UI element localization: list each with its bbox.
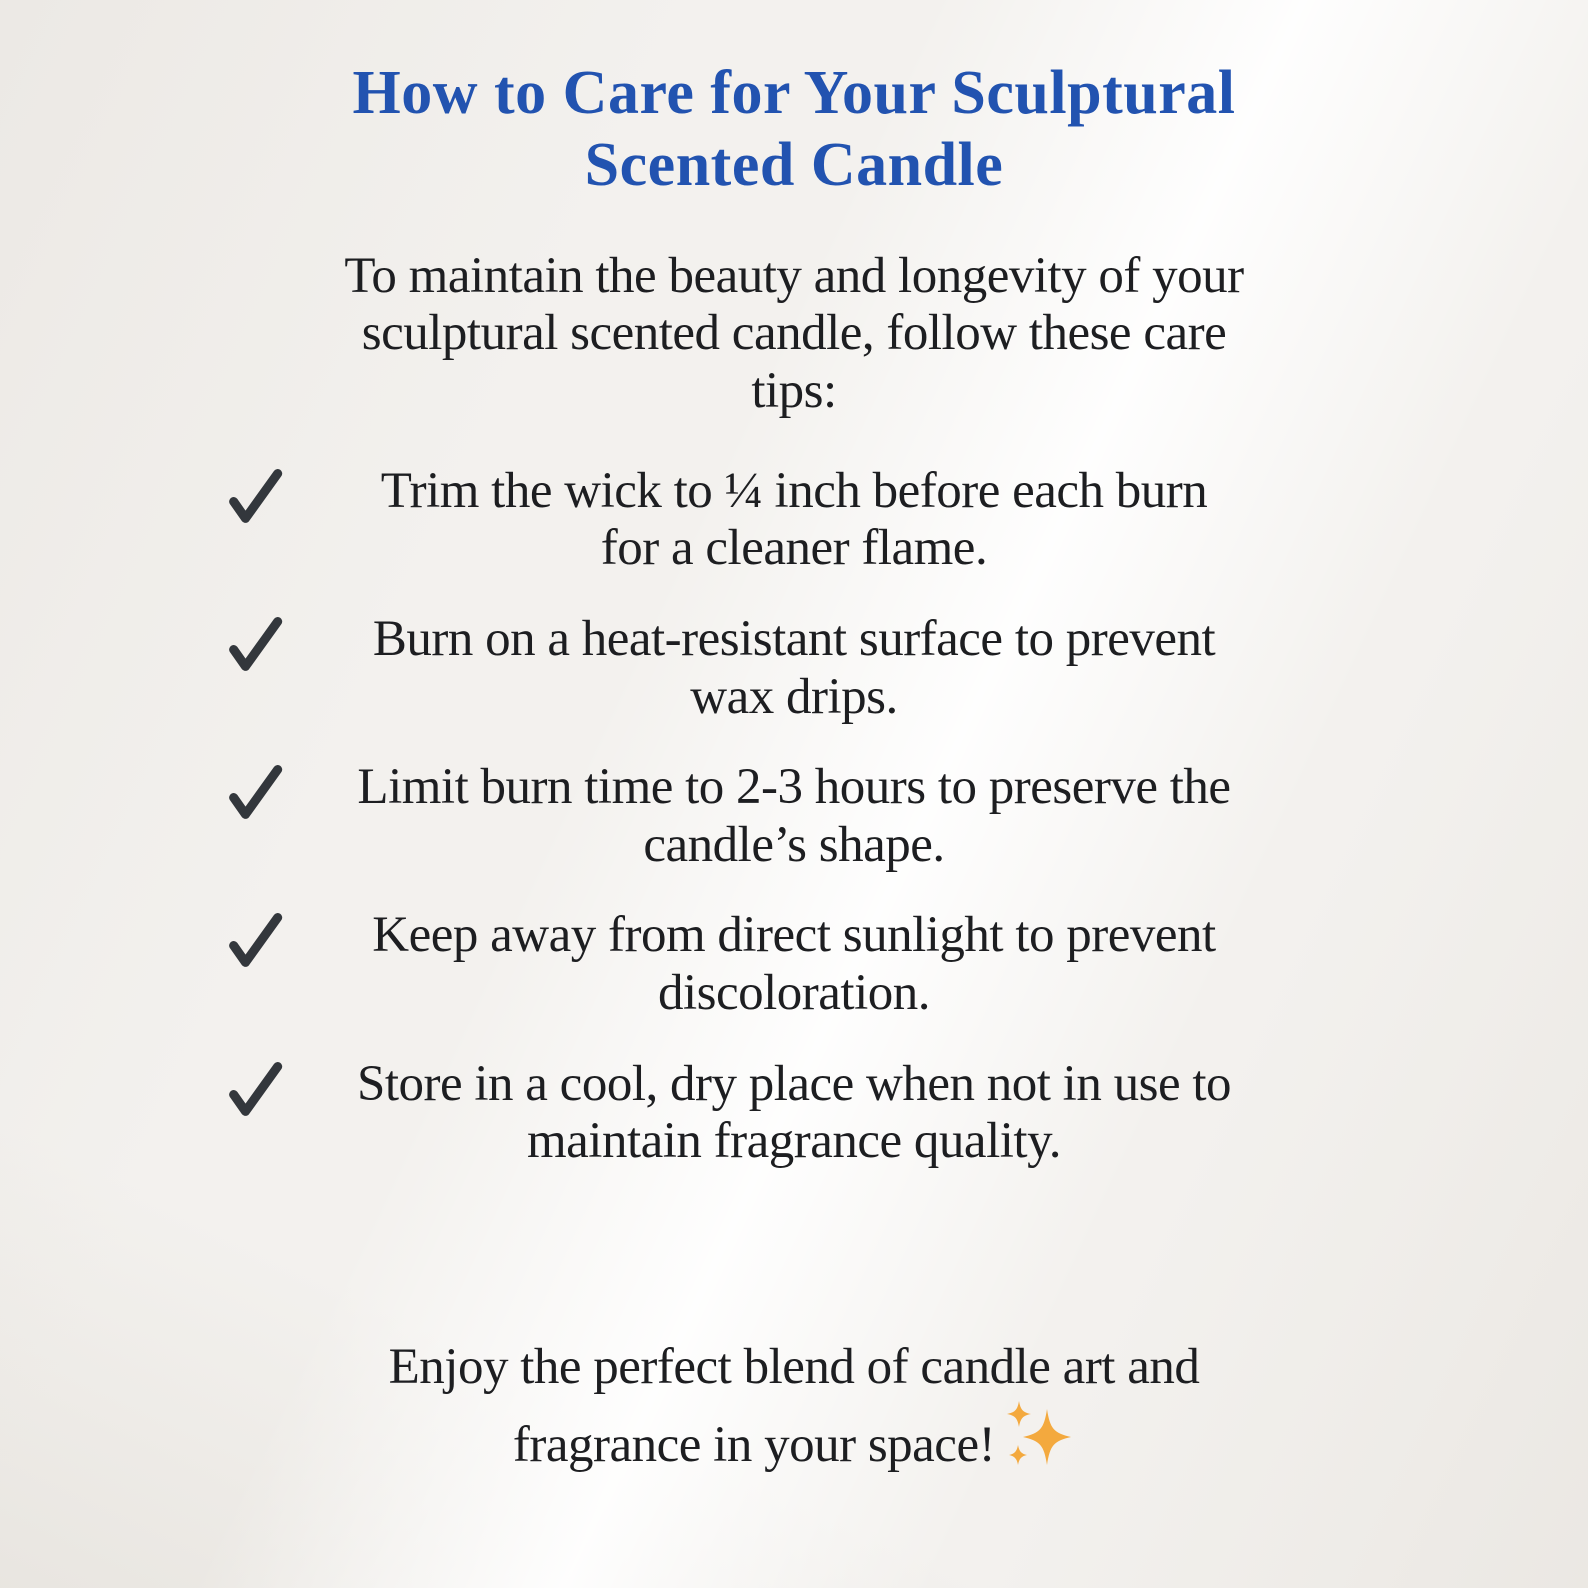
checkmark-icon	[226, 613, 284, 677]
tip-text-line: for a cleaner flame.	[600, 520, 988, 577]
tip-text	[120, 1056, 1468, 1171]
care-tip-burn-time	[120, 759, 1468, 874]
tip-text-line: Store in a cool, dry place when not in use to	[356, 1055, 1232, 1112]
checkmark-icon	[226, 465, 284, 529]
title-line: Scented Candle	[584, 130, 1004, 199]
care-tip-storage	[120, 1056, 1468, 1171]
outro-text	[120, 1339, 1468, 1490]
care-tip-trim-wick	[120, 463, 1468, 578]
outro-line	[120, 1397, 1468, 1491]
tip-text-line: Limit burn time to 2-3 hours to preserve the	[357, 759, 1231, 816]
title-line: How to Care for Your Sculptural	[352, 59, 1236, 127]
tip-text	[120, 907, 1468, 1022]
checkmark-icon	[226, 761, 284, 825]
care-tip-sunlight	[120, 907, 1468, 1022]
intro-line: sculptural scented candle, follow these care	[361, 305, 1227, 362]
care-tip-heat-surface	[120, 611, 1468, 726]
tips-list	[120, 463, 1468, 1171]
page-title	[120, 58, 1468, 202]
tip-text	[120, 611, 1468, 726]
checkmark-icon	[226, 1058, 284, 1122]
tip-text-line: Keep away from direct sunlight to prevent	[372, 907, 1216, 964]
outro-line: Enjoy the perfect blend of candle art and	[388, 1338, 1200, 1395]
tip-text-line: candle’s shape.	[643, 816, 945, 873]
outro-line-text: fragrance in your space!	[512, 1416, 996, 1473]
intro-text	[120, 248, 1468, 421]
tip-text-line: maintain fragrance quality.	[526, 1113, 1062, 1170]
tip-text	[120, 759, 1468, 874]
tip-text-line: wax drips.	[690, 668, 898, 725]
intro-line: To maintain the beauty and longevity of your	[344, 247, 1244, 304]
tip-text-line: discoloration.	[657, 965, 931, 1022]
sparkles-icon	[1001, 1397, 1075, 1491]
tip-text-line: Burn on a heat-resistant surface to prevent	[372, 610, 1216, 667]
checkmark-icon	[226, 909, 284, 973]
intro-line: tips:	[751, 363, 837, 420]
tip-text-line: Trim the wick to ¼ inch before each burn	[380, 462, 1208, 519]
tip-text	[120, 463, 1468, 578]
